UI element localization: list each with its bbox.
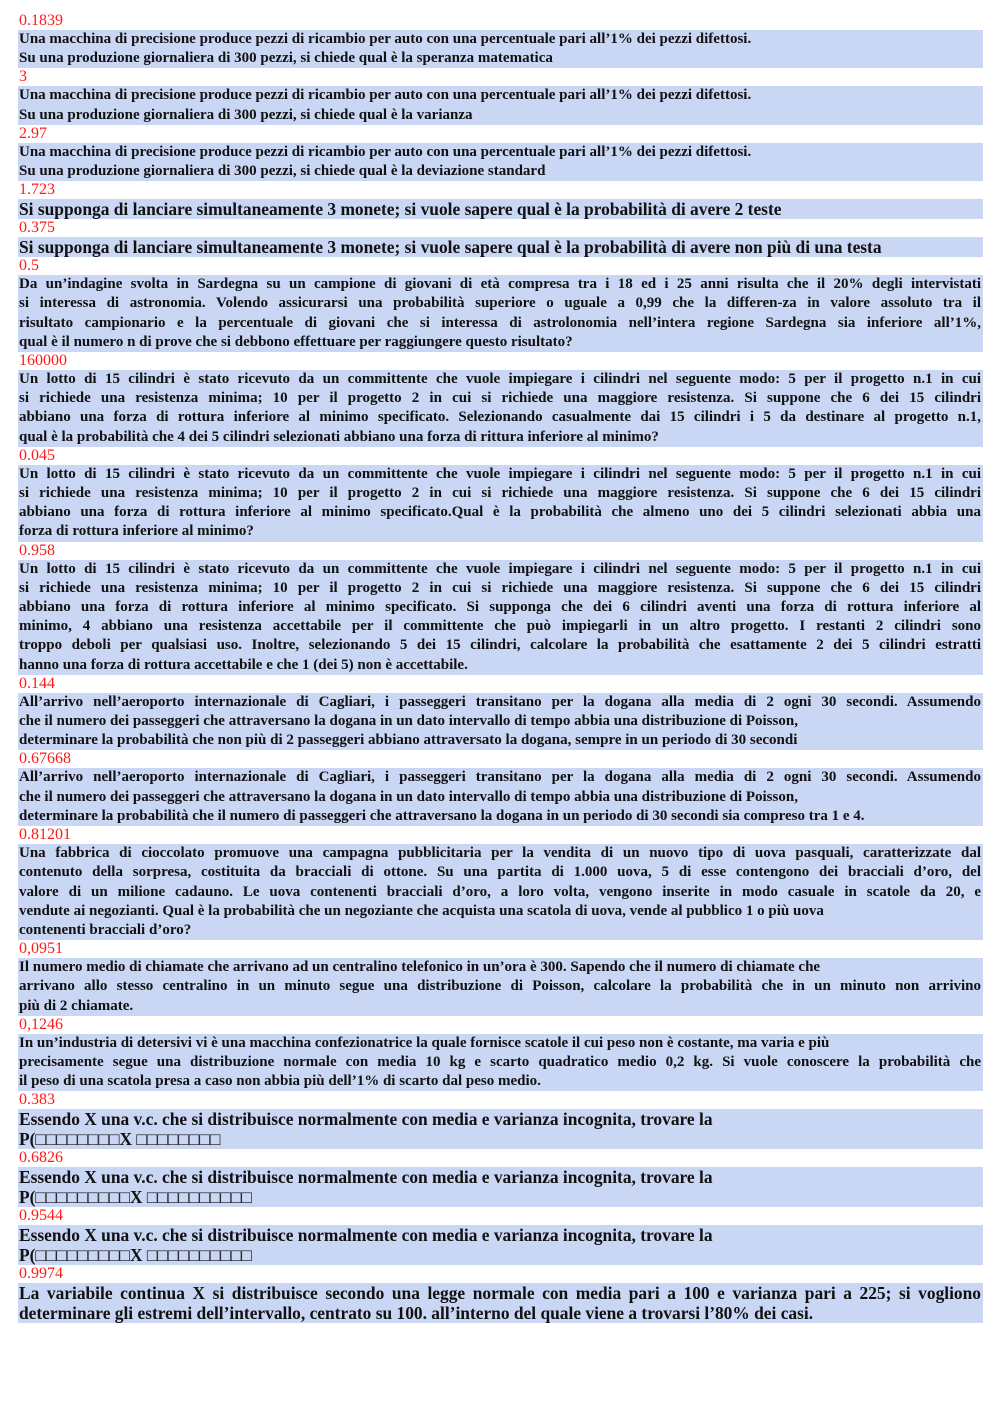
question-block: [18, 237, 983, 257]
question-line: determinare la probabilità che non più di 2 passeggeri abbiano attraversato la dogana, sempre in un periodo di 30 secondi: [19, 732, 798, 749]
question-line: Su una produzione giornaliera di 300 pezzi, si chiede qual è la speranza matematica: [19, 50, 553, 67]
answer-value: 160000: [19, 352, 67, 370]
question-line: contenenti bracciali d’oro?: [19, 921, 192, 938]
question-line: Si supponga di lanciare simultaneamente 3 monete; si vuole sapere qual è la probabilità di avere 2 teste: [19, 199, 782, 220]
question-line: arrivano allo stesso centralino in un minuto segue una distribuzione di Poisson, calcolare la probabilità che in un minuto non arrivino: [19, 978, 981, 995]
question-line: determinare la probabilità che il numero di passeggeri che attraversano la dogana in un periodo di 30 secondi sia compreso tra 1 e 4.: [19, 807, 865, 824]
question-line: determinare gli estremi dell’intervallo, centrato su 100. all’interno del quale viene a trovarsi l’80% dei casi.: [19, 1303, 814, 1324]
question-line: Una macchina di precisione produce pezzi di ricambio per auto con una percentuale pari all’1% dei pezzi difettosi.: [19, 143, 752, 160]
question-line: che il numero dei passeggeri che attraversano la dogana in un dato intervallo di tempo abbia una distribuzione di Poisson,: [19, 788, 798, 805]
question-line: qual è la probabilità che 4 dei 5 cilindri selezionati abbiano una forza di rittura inferiore al minimo?: [19, 428, 659, 445]
question-block: [18, 86, 983, 124]
question-line: All’arrivo nell’aeroporto internazionale di Cagliari, i passeggeri transitano per la dogana alla media di 2 ogni 30 secondi. Assumendo: [19, 693, 981, 710]
question-line: Si supponga di lanciare simultaneamente 3 monete; si vuole sapere qual è la probabilità di avere non più di una testa: [19, 237, 882, 258]
question-line: In un’industria di detersivi vi è una macchina confezionatrice la quale fornisce scatole il cui peso non è costante, ma varia e più: [19, 1034, 830, 1051]
question-block: [18, 844, 983, 940]
question-line: si interessa di astronomia. Volendo assicurarsi una probabilità superiore o uguale a 0,99 che la differen-za in valore assoluto tra il: [19, 295, 981, 312]
answer-value: 0.9974: [19, 1265, 63, 1283]
question-line: risultato campionario e la percentuale di giovani che si interessa di astrolonomia nell’intera regione Sardegna sia inferiore all’1%,: [19, 314, 981, 331]
question-line: Una macchina di precisione produce pezzi di ricambio per auto con una percentuale pari all’1% dei pezzi difettosi.: [19, 31, 752, 47]
question-line: si richiede una resistenza minima; 10 per il progetto 2 in cui si richiede una maggiore resistenza. Si suppone che 6 dei 15 cilindri: [19, 579, 981, 596]
question-line: il peso di una scatola presa a caso non abbia più dell’1% di scarto dal peso medio.: [19, 1073, 541, 1090]
question-line: Una fabbrica di cioccolato promuove una campagna pubblicitaria per la vendita di un nuovo tipo di uova pasquali, caratterizzate dal: [19, 845, 981, 862]
question-line: La variabile continua X si distribuisce secondo una legge normale con media pari a 100 e varianza pari a 225; si vogliono: [19, 1283, 981, 1304]
question-line: Il numero medio di chiamate che arrivano ad un centralino telefonico in un’ora è 300. Sapendo che il numero di chiamate che: [19, 959, 821, 976]
question-block: [18, 465, 983, 542]
document-body: [18, 12, 983, 1323]
question-line: All’arrivo nell’aeroporto internazionale di Cagliari, i passeggeri transitano per la dogana alla media di 2 ogni 30 secondi. Assumendo: [19, 769, 981, 786]
question-line: che il numero dei passeggeri che attraversano la dogana in un dato intervallo di tempo abbia una distribuzione di Poisson,: [19, 713, 798, 730]
question-block: [18, 1225, 983, 1265]
question-line: Su una produzione giornaliera di 300 pezzi, si chiede qual è la varianza: [19, 106, 473, 123]
question-line: più di 2 chiamate.: [19, 997, 134, 1014]
question-block: [18, 275, 983, 352]
question-line: Una macchina di precisione produce pezzi di ricambio per auto con una percentuale pari all’1% dei pezzi difettosi.: [19, 87, 752, 104]
question-line: Essendo X una v.c. che si distribuisce normalmente con media e varianza incognita, trovare la: [19, 1225, 713, 1246]
answer-value: 2.97: [19, 124, 47, 142]
question-block: [18, 30, 983, 68]
question-line: Un lotto di 15 cilindri è stato ricevuto da un committente che vuole impiegare i cilindri nel seguente modo: 5 per il progetto n.1 in cui: [19, 371, 981, 388]
question-line: P(□□□□□□□□X □□□□□□□□: [19, 1129, 221, 1150]
question-line: Un lotto di 15 cilindri è stato ricevuto da un committente che vuole impiegare i cilindri nel seguente modo: 5 per il progetto n.1 in cui: [19, 465, 981, 482]
question-line: contenuto della sorpresa, costituita da bracciali di ottone. Su una partita di 1.000 uova, 5 di esse contengono dei bracciali d’oro, del: [19, 864, 981, 881]
question-line: minimo, 4 abbiano una resistenza accettabile per il committente che può impiegarli in un altro progetto. I restanti 2 cilindri sono: [19, 618, 981, 635]
question-line: abbiano una forza di rottura inferiore al minimo specificato. Selezionando casualmente dai 15 cilindri i 5 da destinare al progetto n.1,: [19, 409, 981, 426]
answer-value: 0.144: [19, 674, 55, 692]
question-block: [18, 370, 983, 447]
question-line: valore di un milione cadauno. Le uova contenenti bracciali d’oro, a loro volta, vengono inserite in modo casuale in scatole da 20, e: [19, 883, 981, 900]
question-block: [18, 560, 983, 675]
question-line: Essendo X una v.c. che si distribuisce normalmente con media e varianza incognita, trovare la: [19, 1167, 713, 1188]
question-line: P(□□□□□□□□□X □□□□□□□□□□: [19, 1245, 252, 1266]
question-line: Un lotto di 15 cilindri è stato ricevuto da un committente che vuole impiegare i cilindri nel seguente modo: 5 per il progetto n.1 in cui: [19, 560, 981, 577]
question-line: qual è il numero n di prove che si debbono effettuare per raggiungere questo risultato?: [19, 333, 573, 350]
question-block: [18, 1167, 983, 1207]
answer-value: 0.375: [19, 219, 55, 237]
question-line: precisamente segue una distribuzione normale con media 10 kg e scarto quadratico medio 0,2 kg. Si vuole conoscere la probabilità che: [19, 1053, 981, 1070]
question-line: forza di rottura inferiore al minimo?: [19, 523, 254, 540]
answer-value: 0.045: [19, 446, 55, 464]
question-block: [18, 1034, 983, 1092]
question-block: [18, 143, 983, 181]
question-line: P(□□□□□□□□□X □□□□□□□□□□: [19, 1187, 252, 1208]
question-line: vendute ai negozianti. Qual è la probabilità che un negoziante che acquista una scatola di uova, vende al pubblico 1 o più uova: [19, 902, 824, 919]
question-block: [18, 1283, 983, 1323]
question-block: [18, 693, 983, 751]
answer-value: 0.1839: [19, 12, 63, 29]
answer-value: 0.383: [19, 1091, 55, 1109]
answer-value: 0,0951: [19, 940, 63, 958]
answer-value: 0.958: [19, 541, 55, 559]
question-block: [18, 768, 983, 826]
question-line: si richiede una resistenza minima; 10 per il progetto 2 in cui si richiede una maggiore resistenza. Si suppone che 6 dei 15 cilindri: [19, 485, 981, 502]
answer-value: 3: [19, 68, 27, 86]
question-line: abbiano una forza di rottura inferiore al minimo specificato.Qual è la probabilità che almeno uno dei 5 cilindri selezionati abbia una: [19, 504, 981, 521]
question-line: Su una produzione giornaliera di 300 pezzi, si chiede qual è la deviazione standard: [19, 163, 546, 180]
answer-value: 0.9544: [19, 1207, 63, 1225]
answer-value: 0.5: [19, 257, 39, 275]
question-line: si richiede una resistenza minima; 10 per il progetto 2 in cui si richiede una maggiore resistenza. Si suppone che 6 dei 15 cilindri: [19, 390, 981, 407]
question-line: troppo deboli per qualsiasi uso. Inoltre, selezionando 5 dei 15 cilindri, calcolare la probabilità che esattamente 2 dei 5 cilindri estratti: [19, 637, 981, 654]
question-block: [18, 199, 983, 219]
question-block: [18, 1109, 983, 1149]
answer-value: 0,1246: [19, 1015, 63, 1033]
answer-value: 0.67668: [19, 750, 71, 768]
question-line: Da un’indagine svolta in Sardegna su un campione di giovani di età compresa tra i 18 ed i 25 anni risulta che il 20% degli intervistati: [19, 276, 981, 293]
question-line: abbiano una forza di rottura inferiore al minimo specificato. Si supponga che dei 6 cilindri aventi una forza di rottura inferiore al: [19, 599, 981, 616]
answer-value: 0.81201: [19, 826, 71, 844]
question-block: [18, 958, 983, 1016]
answer-value: 0.6826: [19, 1149, 63, 1167]
question-line: Essendo X una v.c. che si distribuisce normalmente con media e varianza incognita, trovare la: [19, 1109, 713, 1130]
answer-value: 1.723: [19, 181, 55, 199]
question-line: hanno una forza di rottura accettabile e che 1 (dei 5) non è accettabile.: [19, 656, 468, 673]
